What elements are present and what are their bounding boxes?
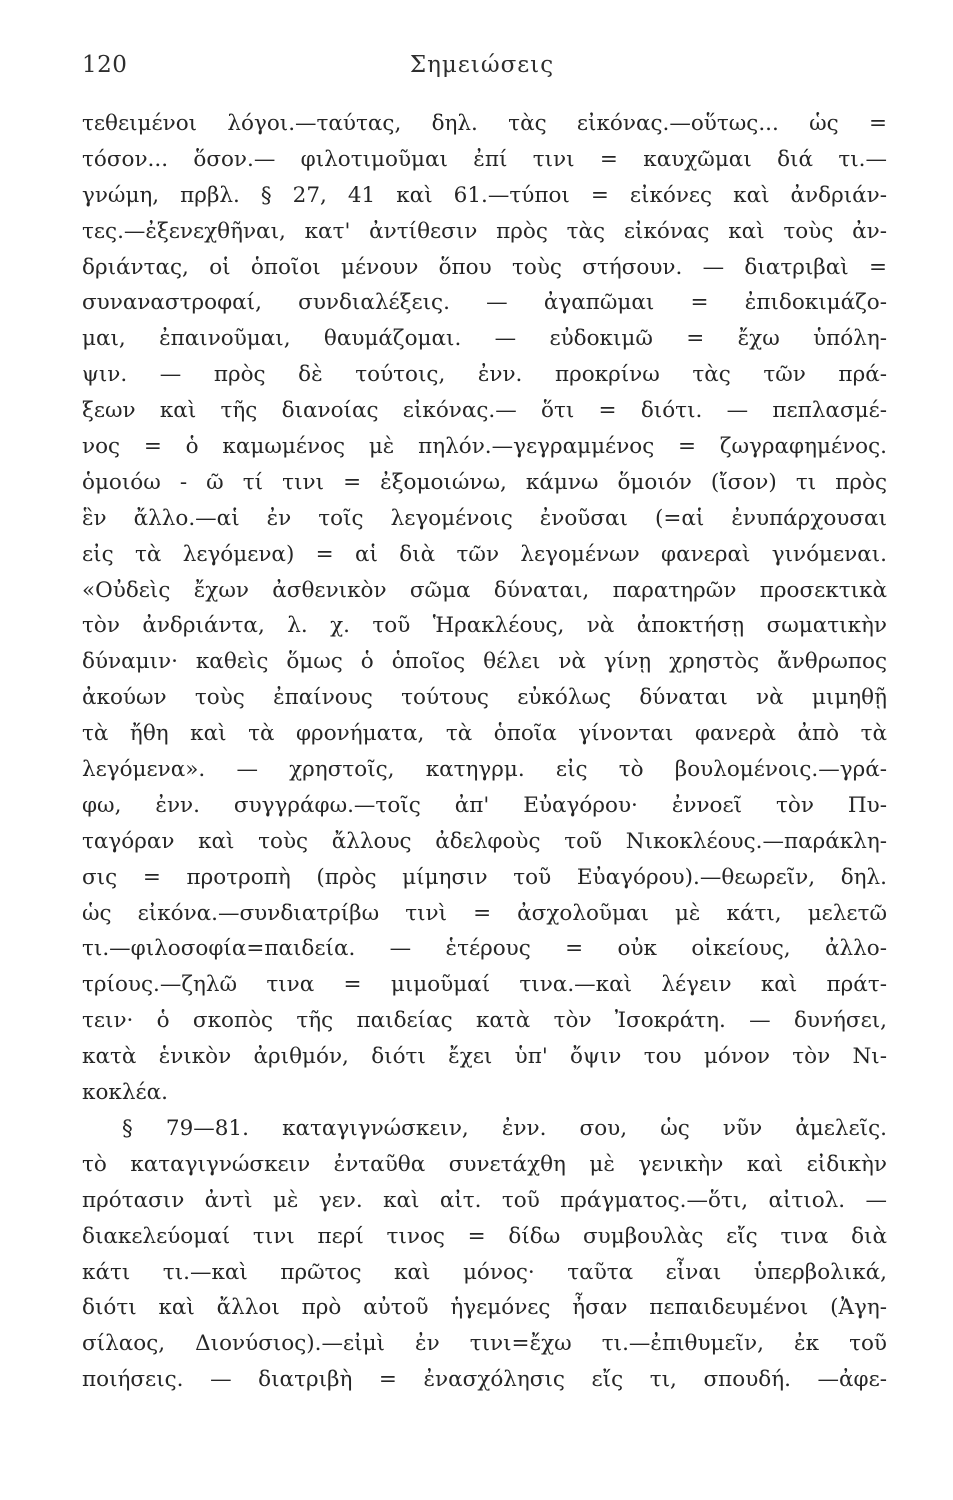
text-line: σις = προτροπὴ (πρὸς μίμησιν τοῦ Εὐαγόρου).—θεωρεῖν, δηλ. bbox=[82, 864, 887, 890]
text-line: τες.—ἐξενεχθῆναι, κατ' ἀντίθεσιν πρὸς τὰς εἰκόνας καὶ τοὺς ἀν- bbox=[82, 218, 887, 244]
page-header bbox=[82, 52, 882, 92]
text-line: πρότασιν ἀντὶ μὲ γεν. καὶ αἰτ. τοῦ πράγματος.—ὅτι, αἰτιολ. — bbox=[82, 1187, 887, 1213]
text-line: τρίους.—ζηλῶ τινα = μιμοῦμαί τινα.—καὶ λέγειν καὶ πράτ- bbox=[82, 972, 887, 998]
text-line: τόσον... ὅσον.— φιλοτιμοῦμαι ἐπί τινι = καυχῶμαι διά τι.— bbox=[82, 146, 887, 172]
text-line: ξεων καὶ τῆς διανοίας εἰκόνας.— ὅτι = διότι. — πεπλασμέ- bbox=[82, 398, 887, 424]
text-line: φω, ἐνν. συγγράφω.—τοῖς ἀπ' Εὐαγόρου· ἐννοεῖ τὸν Πυ- bbox=[82, 792, 887, 818]
text-line: κοκλέα. bbox=[82, 1080, 168, 1106]
text-line: τειν· ὁ σκοπὸς τῆς παιδείας κατὰ τὸν Ἰσοκράτη. — δυνήσει, bbox=[82, 1008, 887, 1034]
text-line: λεγόμενα». — χρηστοῖς, κατηγρμ. εἰς τὸ βουλομένοις.—γρά- bbox=[82, 757, 887, 783]
text-line: «Οὐδεὶς ἔχων ἀσθενικὸν σῶμα δύναται, παρατηρῶν προσεκτικὰ bbox=[82, 577, 887, 603]
section-start-line: § 79—81. καταγιγνώσκειν, ἐνν. σου, ὡς νῦν ἀμελεῖς. bbox=[122, 1115, 887, 1141]
text-line: ἓν ἄλλο.—αἱ ἐν τοῖς λεγομένοις ἐνοῦσαι (=αἱ ἐνυπάρχουσαι bbox=[82, 505, 887, 531]
text-line: ὁμοιόω - ῶ τί τινι = ἐξομοιώνω, κάμνω ὅμοιόν (ἴσον) τι πρὸς bbox=[82, 469, 887, 495]
text-line: συναναστροφαί, συνδιαλέξεις. — ἀγαπῶμαι = ἐπιδοκιμάζο- bbox=[82, 290, 887, 316]
text-line: διότι καὶ ἄλλοι πρὸ αὐτοῦ ἡγεμόνες ἦσαν πεπαιδευμένοι (Ἀγη- bbox=[82, 1295, 887, 1321]
text-line: μαι, ἐπαινοῦμαι, θαυμάζομαι. — εὐδοκιμῶ = ἔχω ὑπόλη- bbox=[82, 326, 887, 352]
text-line: ταγόραν καὶ τοὺς ἄλλους ἀδελφοὺς τοῦ Νικοκλέους.—παράκλη- bbox=[82, 828, 887, 854]
text-line: ψιν. — πρὸς δὲ τούτοις, ἐνν. προκρίνω τὰς τῶν πρά- bbox=[82, 362, 887, 388]
text-line: τεθειμένοι λόγοι.—ταύτας, δηλ. τὰς εἰκόνας.—οὕτως... ὡς = bbox=[82, 111, 887, 136]
text-line: κάτι τι.—καὶ πρῶτος καὶ μόνος· ταῦτα εἶναι ὑπερβολικά, bbox=[82, 1259, 887, 1285]
text-line: ποιήσεις. — διατριβὴ = ἐνασχόλησις εἴς τι, σπουδή. —ἀφε- bbox=[82, 1367, 887, 1393]
text-line: διακελεύομαί τινι περί τινος = δίδω συμβουλὰς εἴς τινα διὰ bbox=[82, 1223, 887, 1249]
text-line: δύναμιν· καθεὶς ὅμως ὁ ὁποῖος θέλει νὰ γίνῃ χρηστὸς ἄνθρωπος bbox=[82, 649, 887, 675]
text-line: κατὰ ἑνικὸν ἀριθμόν, διότι ἔχει ὑπ' ὄψιν του μόνον τὸν Νι- bbox=[82, 1044, 887, 1070]
text-line: τὸν ἀνδριάντα, λ. χ. τοῦ Ἡρακλέους, νὰ ἀποκτήσῃ σωματικὴν bbox=[82, 613, 887, 639]
text-line: ἀκούων τοὺς ἐπαίνους τούτους εὐκόλως δύναται νὰ μιμηθῇ bbox=[82, 685, 887, 711]
text-line: σίλαος, Διονύσιος).—εἰμὶ ἐν τινι=ἔχω τι.—ἐπιθυμεῖν, ἐκ τοῦ bbox=[82, 1331, 887, 1357]
text-line: δριάντας, οἱ ὁποῖοι μένουν ὅπου τοὺς στήσουν. — διατριβαὶ = bbox=[82, 254, 887, 280]
text-line: τὸ καταγιγνώσκειν ἐνταῦθα συνετάχθη μὲ γενικὴν καὶ εἰδικὴν bbox=[82, 1151, 887, 1177]
text-line: τι.—φιλοσοφία=παιδεία. — ἑτέρους = οὐκ οἰκείους, ἀλλο- bbox=[82, 936, 887, 962]
text-line: τὰ ἤθη καὶ τὰ φρονήματα, τὰ ὁποῖα γίνονται φανερὰ ἀπὸ τὰ bbox=[82, 721, 887, 747]
text-line: ὡς εἰκόνα.—συνδιατρίβω τινὶ = ἀσχολοῦμαι μὲ κάτι, μελετῶ bbox=[82, 900, 887, 926]
text-line: εἰς τὰ λεγόμενα) = αἱ διὰ τῶν λεγομένων φανεραὶ γινόμεναι. bbox=[82, 541, 887, 567]
text-line: γνώμη, πρβλ. § 27, 41 καὶ 61.—τύποι = εἰκόνες καὶ ἀνδριάν- bbox=[82, 182, 887, 208]
running-title: Σημειώσεις bbox=[409, 52, 555, 78]
page-number: 120 bbox=[82, 52, 128, 78]
text-line: νος = ὁ καμωμένος μὲ πηλόν.—γεγραμμένος = ζωγραφημένος. bbox=[82, 434, 887, 460]
notes-text bbox=[82, 106, 887, 1398]
